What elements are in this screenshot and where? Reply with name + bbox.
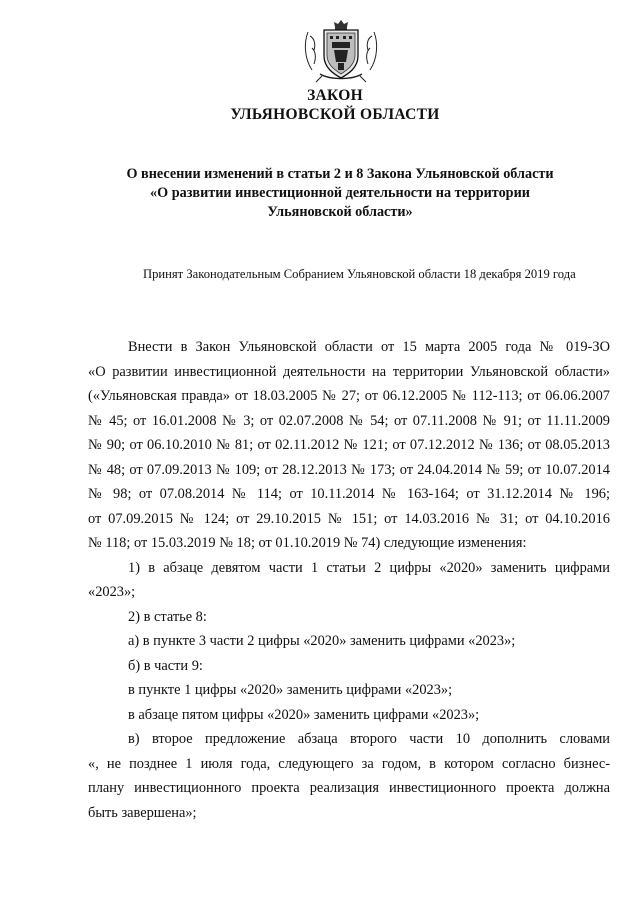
law-title-line2: УЛЬЯНОВСКОЙ ОБЛАСТИ bbox=[230, 106, 440, 123]
item-2c-line: быть завершена»; bbox=[88, 804, 197, 821]
item-1-line: 1) в абзаце девятом части 1 статьи 2 цифры «2020» заменить цифрами bbox=[128, 559, 610, 576]
item-2a: а) в пункте 3 части 2 цифры «2020» заменить цифрами «2023»; bbox=[128, 633, 516, 649]
subject-line3: Ульяновской области» bbox=[267, 204, 413, 220]
intro-line: № 90; от 06.10.2010 № 81; от 02.11.2012 № 121; от 07.12.2012 № 136; от 08.05.2013 bbox=[88, 437, 610, 453]
subject-line2: «О развитии инвестиционной деятельности на территории bbox=[150, 185, 530, 201]
item-2c bbox=[88, 727, 610, 825]
law-body bbox=[88, 335, 610, 825]
adoption-note: Принят Законодательным Собранием Ульяновской области 18 декабря 2019 года bbox=[143, 267, 576, 281]
intro-line: № 98; от 07.08.2014 № 114; от 10.11.2014 № 163-164; от 31.12.2014 № 196; bbox=[88, 486, 610, 502]
item-2b-sub2: в абзаце пятом цифры «2020» заменить цифрами «2023»; bbox=[128, 706, 480, 723]
item-2c-line: «, не позднее 1 июля года, следующего за годом, в котором согласно бизнес- bbox=[88, 755, 610, 772]
law-title bbox=[0, 86, 640, 124]
law-subject bbox=[80, 165, 600, 222]
intro-line: № 45; от 16.01.2008 № 3; от 02.07.2008 № 54; от 07.11.2008 № 91; от 11.11.2009 bbox=[88, 412, 610, 429]
item-2: 2) в статье 8: bbox=[128, 608, 207, 625]
item-2b-sub1: в пункте 1 цифры «2020» заменить цифрами «2023»; bbox=[128, 682, 453, 698]
law-title-line1: ЗАКОН bbox=[307, 87, 363, 104]
intro-line: № 118; от 15.03.2019 № 18; от 01.10.2019 № 74) следующие изменения: bbox=[88, 535, 527, 551]
intro-line: «О развитии инвестиционной деятельности на территории Ульяновской области» bbox=[88, 363, 610, 380]
item-1-line: «2023»; bbox=[88, 584, 136, 600]
intro-line: № 48; от 07.09.2013 № 109; от 28.12.2013 № 173; от 24.04.2014 № 59; от 10.07.2014 bbox=[88, 461, 610, 478]
coat-of-arms-emblem bbox=[300, 18, 382, 84]
intro-paragraph bbox=[88, 335, 610, 556]
item-2c-line: в) второе предложение абзаца второго части 10 дополнить словами bbox=[128, 731, 610, 747]
item-1 bbox=[88, 556, 610, 605]
intro-line: Внести в Закон Ульяновской области от 15 марта 2005 года № 019-ЗО bbox=[128, 339, 610, 355]
item-2b: б) в части 9: bbox=[128, 657, 203, 674]
item-2c-line: плану инвестиционного проекта реализация инвестиционного проекта должна bbox=[88, 780, 610, 796]
intro-line: («Ульяновская правда» от 18.03.2005 № 27; от 06.12.2005 № 112-113; от 06.06.2007 bbox=[88, 388, 610, 404]
subject-line1: О внесении изменений в статьи 2 и 8 Закона Ульяновской области bbox=[126, 166, 554, 182]
intro-line: от 07.09.2015 № 124; от 29.10.2015 № 151; от 14.03.2016 № 31; от 04.10.2016 bbox=[88, 510, 610, 527]
